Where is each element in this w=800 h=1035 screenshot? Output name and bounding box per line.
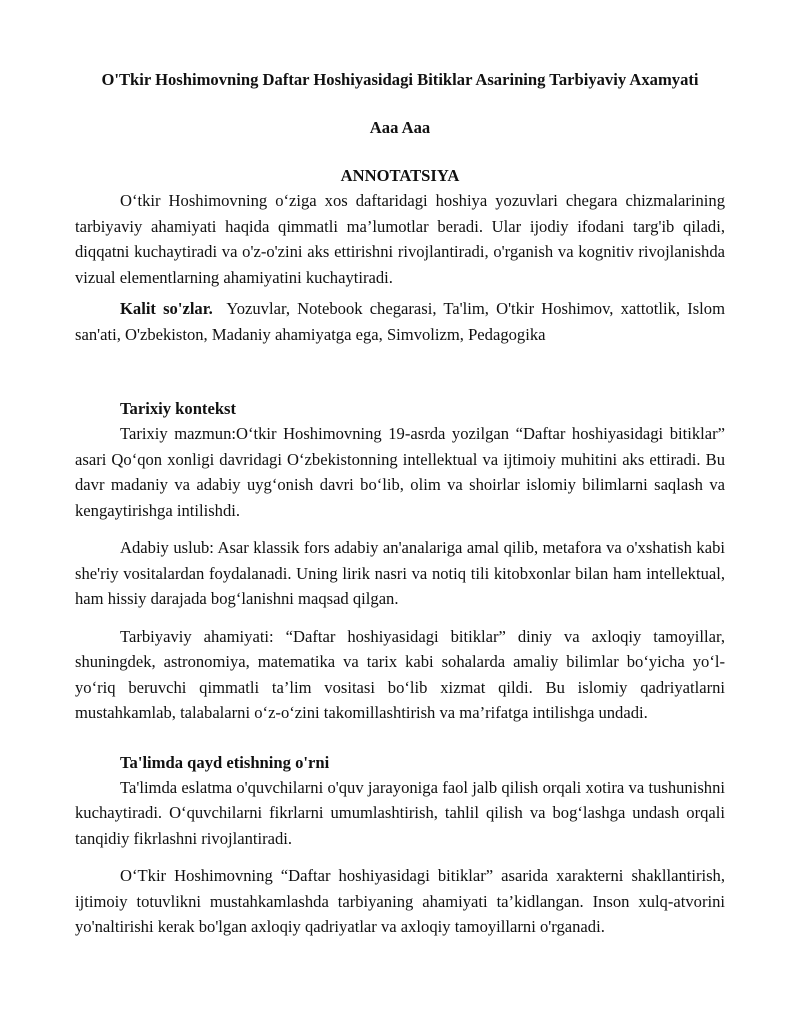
keywords-text: Yozuvlar, Notebook chegarasi, Ta'lim, O'tkir Hoshimov, xattotlik, Islom san'ati, O'zbekiston, Madaniy ahamiyatga ega, Simvolizm, Pedagogika (75, 299, 725, 344)
keywords-paragraph (75, 296, 725, 347)
section2-paragraph: Ta'limda eslatma o'quvchilarni o'quv jarayoniga faol jalb qilish orqali xotira va tushunishni kuchaytiradi. O‘quvchilarni fikrlarni umumlashtirish, tahlil qilish va bog‘lashga undash orqali tanqidiy fikrlashni rivojlantiradi. (75, 777, 725, 848)
keywords-label: Kalit so'zlar. (120, 299, 213, 318)
section1-paragraph: Tarbiyaviy ahamiyati: “Daftar hoshiyasidagi bitiklar” diniy va axloqiy tamoyillar, shuningdek, astronomiya, matematika va tarix kabi sohalarda amaliy bilimlar bo‘yicha yo‘l-yo‘riq beruvchi qimmatli ta’lim vositasi bo‘lib xizmat qildi. Bu islomiy qadriyatlarni mustahkamlab, talabalarni o‘z-o‘zini takomillashtirish va ma’rifatga intilishga undadi. (75, 626, 725, 722)
document-title: O'Tkir Hoshimovning Daftar Hoshiyasidagi Bitiklar Asarining Tarbiyaviy Axamyati (101, 70, 699, 89)
document-page (75, 68, 725, 940)
section2-paragraph: O‘Tkir Hoshimovning “Daftar hoshiyasidagi bitiklar” asarida xarakterni shakllantirish, ijtimoiy totuvlikni mustahkamlashda tarbiyaning ahamiyati ta’kidlangan. Inson xulq-atvorini yo'naltirishi kerak bo'lgan axloqiy qadriyatlar va axloqiy tamoyillarni o'rganadi. (75, 866, 725, 936)
annotation-paragraph: O‘tkir Hoshimovning o‘ziga xos daftaridagi hoshiya yozuvlari chegara chizmalarining tarbiyaviy ahamiyati haqida qimmatli ma’lumotlar beradi. Ular ijodiy ifodani targ'ib qiladi, diqqatni kuchaytiradi va o'z-o'zini aks ettirishni rivojlantiradi, o'rganish va kognitiv rivojlanishda vizual elementlarning ahamiyatini kuchaytiradi. (75, 191, 725, 287)
section-heading-note-taking-role: Ta'limda qayd etishning o'rni (120, 752, 330, 772)
section-heading-historical-context: Tarixiy kontekst (120, 399, 237, 418)
author-name: Aaa Aaa (369, 118, 431, 137)
section1-paragraph: Adabiy uslub: Asar klassik fors adabiy an'analariga amal qilib, metafora va o'xshatish kabi she'riy vositalardan foydalanadi. Uning lirik nasri va notiq tili kitobxonlar bilan ham intellektual, ham hissiy darajada bog‘lanishni maqsad qilgan. (75, 538, 725, 608)
section1-paragraph: Tarixiy mazmun:O‘tkir Hoshimovning 19-asrda yozilgan “Daftar hoshiyasidagi bitiklar” asari Qo‘qon xonligi davridagi O‘zbekistonning intellektual va ijtimoiy muhitini aks ettiradi. Bu davr madaniy va adabiy uyg‘onish davri bo‘lib, olim va shoirlar islomiy bilimlarni saqlash va kengaytirishga intilishdi. (75, 424, 725, 520)
annotation-heading: ANNOTATSIYA (340, 166, 460, 185)
